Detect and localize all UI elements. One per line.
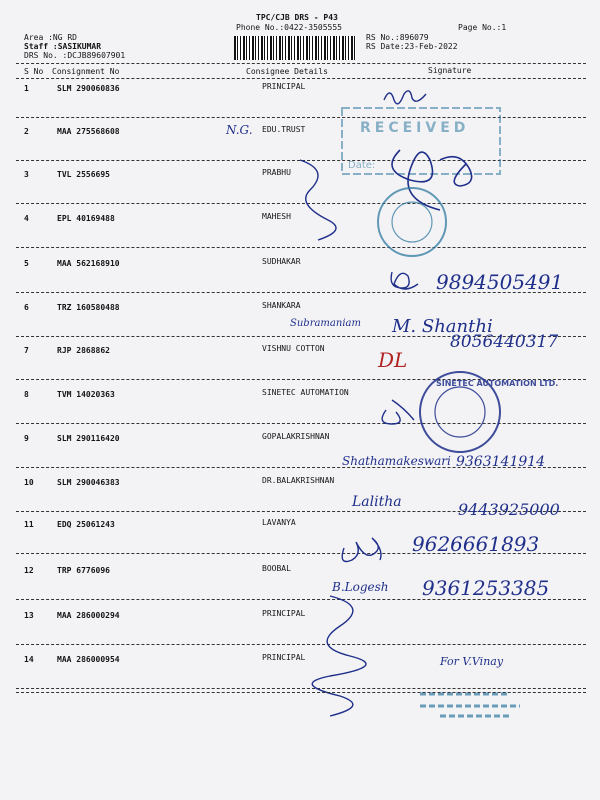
hand-row6-name2: M. Shanthi: [392, 316, 493, 337]
row-consignment-no: MAA 286000294: [57, 611, 120, 620]
row-consignee: DR.BALAKRISHNAN: [262, 476, 335, 485]
row-consignment-no: EPL 40169488: [57, 214, 115, 223]
row-sno: 10: [24, 478, 34, 487]
drs-title: TPC/CJB DRS - P43: [256, 13, 338, 22]
sign-row-5: [391, 272, 418, 289]
row-sno: 8: [24, 390, 29, 399]
hand-row12-name: B.Logesh: [332, 580, 389, 594]
row-sno: 13: [24, 611, 34, 620]
received-stamp-text: RECEIVED: [360, 120, 470, 136]
row-sno: 12: [24, 566, 34, 575]
row-consignment-no: SLM 290116420: [57, 434, 120, 443]
rs-date: RS Date:23-Feb-2022: [366, 42, 458, 51]
rs-number: RS No.:896079: [366, 33, 429, 42]
row-consignment-no: SLM 290060836: [57, 84, 120, 93]
row-consignee: GOPALAKRISHNAN: [262, 432, 330, 441]
sign-row-3: [300, 160, 336, 240]
row-consignment-no: EDQ 25061243: [57, 520, 115, 529]
row-consignee: SUDHAKAR: [262, 257, 301, 266]
hand-ng: N.G.: [226, 123, 253, 137]
row-consignment-no: TVM 14020363: [57, 390, 115, 399]
phone-number: Phone No.:0422-3505555: [236, 23, 342, 32]
row-consignee: PRABHU: [262, 168, 291, 177]
area-label: Area :NG RD: [24, 33, 77, 42]
row-sno: 5: [24, 259, 29, 268]
row-sno: 14: [24, 655, 34, 664]
col-sno: S No: [24, 67, 44, 76]
col-signature: Signature: [428, 66, 472, 75]
sign-row-13: [312, 596, 366, 716]
row-sno: 9: [24, 434, 29, 443]
hand-row9-name: Shathamakeswari: [342, 454, 451, 468]
row-consignment-no: MAA 562168910: [57, 259, 120, 268]
hand-row14-name: For V.Vinay: [440, 655, 504, 668]
row-consignee: MAHESH: [262, 212, 291, 221]
row-consignee: BOOBAL: [262, 564, 291, 573]
staff-label: Staff :SASIKUMAR: [24, 42, 102, 51]
col-consignment: Consignment No: [52, 67, 120, 76]
sign-row-8: [382, 400, 414, 424]
drs-number: DRS No. :DCJB89607901: [24, 51, 126, 60]
bottom-stamp: [420, 694, 520, 716]
row-sno: 3: [24, 170, 29, 179]
sign-row-11: [342, 538, 381, 562]
row-consignee: PRINCIPAL: [262, 82, 306, 91]
row-sno: 1: [24, 84, 29, 93]
row-consignment-no: MAA 286000954: [57, 655, 120, 664]
sinetec-stamp: [420, 372, 558, 452]
sign-row-2: [392, 150, 472, 210]
row-sno: 6: [24, 303, 29, 312]
row-consignee: EDU.TRUST: [262, 125, 306, 134]
hand-row12-phone: 9361253385: [422, 576, 550, 600]
row-consignee: SINETEC AUTOMATION: [262, 388, 349, 397]
hand-row9-phone: 9363141914: [456, 454, 546, 470]
row-consignment-no: RJP 2868862: [57, 346, 110, 355]
col-consignee: Consignee Details: [246, 67, 328, 76]
round-stamp-rows-3-4: [378, 188, 446, 256]
row-consignment-no: TVL 2556695: [57, 170, 110, 179]
hand-row6-name1: Subramaniam: [290, 318, 361, 329]
row-sno: 2: [24, 127, 29, 136]
row-sno: 11: [24, 520, 34, 529]
hand-row10-phone: 9443925000: [458, 500, 560, 519]
row-sno: 4: [24, 214, 29, 223]
row-consignment-no: TRZ 160580488: [57, 303, 120, 312]
row-consignee: PRINCIPAL: [262, 609, 306, 618]
row-consignee: VISHNU COTTON: [262, 344, 325, 353]
hand-row11-phone: 9626661893: [412, 532, 540, 556]
row-consignee: PRINCIPAL: [262, 653, 306, 662]
page-number: Page No.:1: [458, 23, 507, 32]
hand-row10-name: Lalitha: [352, 494, 402, 510]
row-sno: 7: [24, 346, 29, 355]
sinetec-stamp-text: SINETEC AUTOMATION LTD.: [436, 379, 559, 388]
sign-row-1: [384, 91, 426, 104]
received-stamp-date: Date:: [348, 160, 376, 171]
footer-divider: [16, 692, 586, 693]
row-consignee: LAVANYA: [262, 518, 296, 527]
row-consignment-no: MAA 275568608: [57, 127, 120, 136]
received-stamp: [342, 108, 500, 174]
row-consignment-no: SLM 290046383: [57, 478, 120, 487]
row-consignment-no: TRP 6776096: [57, 566, 110, 575]
hand-row7-initials: DL: [378, 348, 408, 372]
hand-row5-phone: 9894505491: [436, 270, 564, 294]
row-consignee: SHANKARA: [262, 301, 301, 310]
hand-row6-phone: 8056440317: [450, 332, 559, 352]
